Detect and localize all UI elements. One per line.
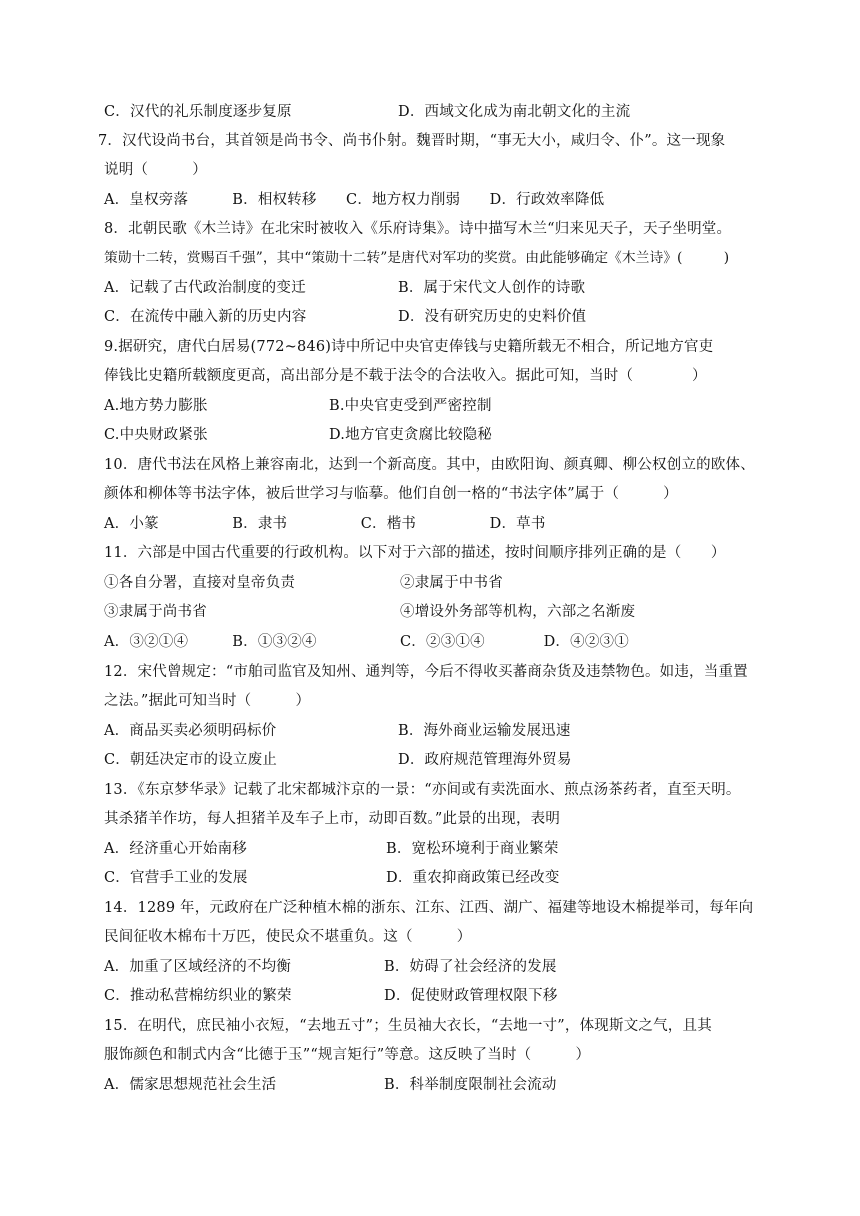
q12-stem-line1: 12．宋代曾规定：“市舶司监官及知州、通判等，今后不得收买蕃商杂货及违禁物色。如违，当重置 xyxy=(104,664,748,680)
q14-option-d: D．促使财政管理权限下移 xyxy=(384,988,558,1004)
q14-stem-line2: 民间征收木棉布十万匹，使民众不堪重负。这（ ） xyxy=(104,929,472,945)
q15-option-b: B．科举制度限制社会流动 xyxy=(384,1077,557,1093)
q15-stem-line1: 15．在明代，庶民袖小衣短，“去地五寸”；生员袖大衣长，“去地一寸”，体现斯文之气，且其 xyxy=(104,1018,712,1034)
q8-option-a: A．记载了古代政治制度的变迁 xyxy=(104,280,306,296)
q13-option-d: D．重农抑商政策已经改变 xyxy=(386,870,560,886)
q7-stem-line1: 7．汉代设尚书台，其首领是尚书令、尚书仆射。魏晋时期，“事无大小，咸归令、仆”。这一现象 xyxy=(98,133,726,149)
q8-option-d: D．没有研究历史的史料价值 xyxy=(398,309,587,325)
q11-stem: 11．六部是中国古代重要的行政机构。以下对于六部的描述，按时间顺序排列正确的是（ ） xyxy=(104,545,726,561)
q8-stem-line1: 8．北朝民歌《木兰诗》在北宋时被收入《乐府诗集》。诗中描写木兰“归来见天子，天子坐明堂。 xyxy=(104,221,732,237)
q12-stem-line2: 之法。”据此可知当时（ ） xyxy=(104,693,311,709)
q9-stem-line1: 9.据研究，唐代白居易(772~846)诗中所记中央官吏俸钱与史籍所载无不相合，所记地方官吏 xyxy=(104,339,714,355)
q13-option-c: C．官营手工业的发展 xyxy=(104,870,248,886)
q11-options-cd: C．②③①④ D．④②③① xyxy=(400,634,629,650)
q9-stem-line2: 俸钱比史籍所载额度更高，高出部分是不载于法令的合法收入。据此可知，当时（ ） xyxy=(104,368,707,384)
q13-option-b: B．宽松环境利于商业繁荣 xyxy=(386,841,559,857)
q9-option-b: B.中央官吏受到严密控制 xyxy=(329,398,492,414)
q8-option-b: B．属于宋代文人创作的诗歌 xyxy=(398,280,586,296)
q11-item-2: ②隶属于中书省 xyxy=(400,575,503,591)
q6-option-d: D．西域文化成为南北朝文化的主流 xyxy=(398,104,631,120)
q7-stem-line2: 说明（ ） xyxy=(104,162,207,178)
q9-option-a: A.地方势力膨胀 xyxy=(104,398,208,414)
q13-stem-line2: 其杀猪羊作坊，每人担猪羊及车子上市，动即百数。”此景的出现，表明 xyxy=(104,811,561,827)
q15-option-a: A．儒家思想规范社会生活 xyxy=(104,1077,277,1093)
q11-item-1: ①各自分署，直接对皇帝负责 xyxy=(104,575,296,591)
q14-option-b: B．妨碍了社会经济的发展 xyxy=(384,959,557,975)
q14-option-a: A．加重了区域经济的不均衡 xyxy=(104,959,292,975)
q8-option-c: C．在流传中融入新的历史内容 xyxy=(104,309,307,325)
q6-option-c: C．汉代的礼乐制度逐步复原 xyxy=(104,104,292,120)
q13-option-a: A．经济重心开始南移 xyxy=(104,841,247,857)
q7-options: A．皇权旁落 B．相权转移 C．地方权力削弱 D．行政效率降低 xyxy=(104,192,605,208)
q13-stem-line1: 13．《东京梦华录》记载了北宋都城汴京的一景：“亦间或有卖洗面水、煎点汤茶药者，直至天明。 xyxy=(104,782,741,798)
q12-option-c: C．朝廷决定市的设立废止 xyxy=(104,752,277,768)
q10-stem-line1: 10．唐代书法在风格上兼容南北，达到一个新高度。其中，由欧阳询、颜真卿、柳公权创立的欧体、 xyxy=(104,457,755,473)
q10-options: A．小篆 B．隶书 C．楷书 D．草书 xyxy=(104,516,546,532)
q11-item-4: ④增设外务部等机构，六部之名渐废 xyxy=(400,604,636,620)
q10-stem-line2: 颜体和柳体等书法字体，被后世学习与临摹。他们自创一格的“书法字体”属于（ ） xyxy=(104,486,678,502)
q9-option-d: D.地方官吏贪腐比较隐秘 xyxy=(329,427,493,443)
q14-option-c: C．推动私营棉纺织业的繁荣 xyxy=(104,988,292,1004)
q9-option-c: C.中央财政紧张 xyxy=(104,427,208,443)
q11-options-ab: A．③②①④ B．①③②④ xyxy=(104,634,317,650)
q14-stem-line1: 14．1289 年，元政府在广泛种植木棉的浙东、江东、江西、湖广、福建等地设木棉提举司，每年向 xyxy=(104,900,754,916)
q12-option-a: A．商品买卖必须明码标价 xyxy=(104,723,277,739)
q11-item-3: ③隶属于尚书省 xyxy=(104,604,207,620)
q12-option-b: B．海外商业运输发展迅速 xyxy=(398,723,571,739)
q15-stem-line2: 服饰颜色和制式内含“比德于玉”“规言矩行”等意。这反映了当时（ ） xyxy=(104,1047,591,1063)
q8-stem-line2: 策勋十二转，赏赐百千强”，其中“策勋十二转”是唐代对军功的奖赏。由此能够确定《木兰诗》( ) xyxy=(104,250,730,266)
q12-option-d: D．政府规范管理海外贸易 xyxy=(398,752,572,768)
